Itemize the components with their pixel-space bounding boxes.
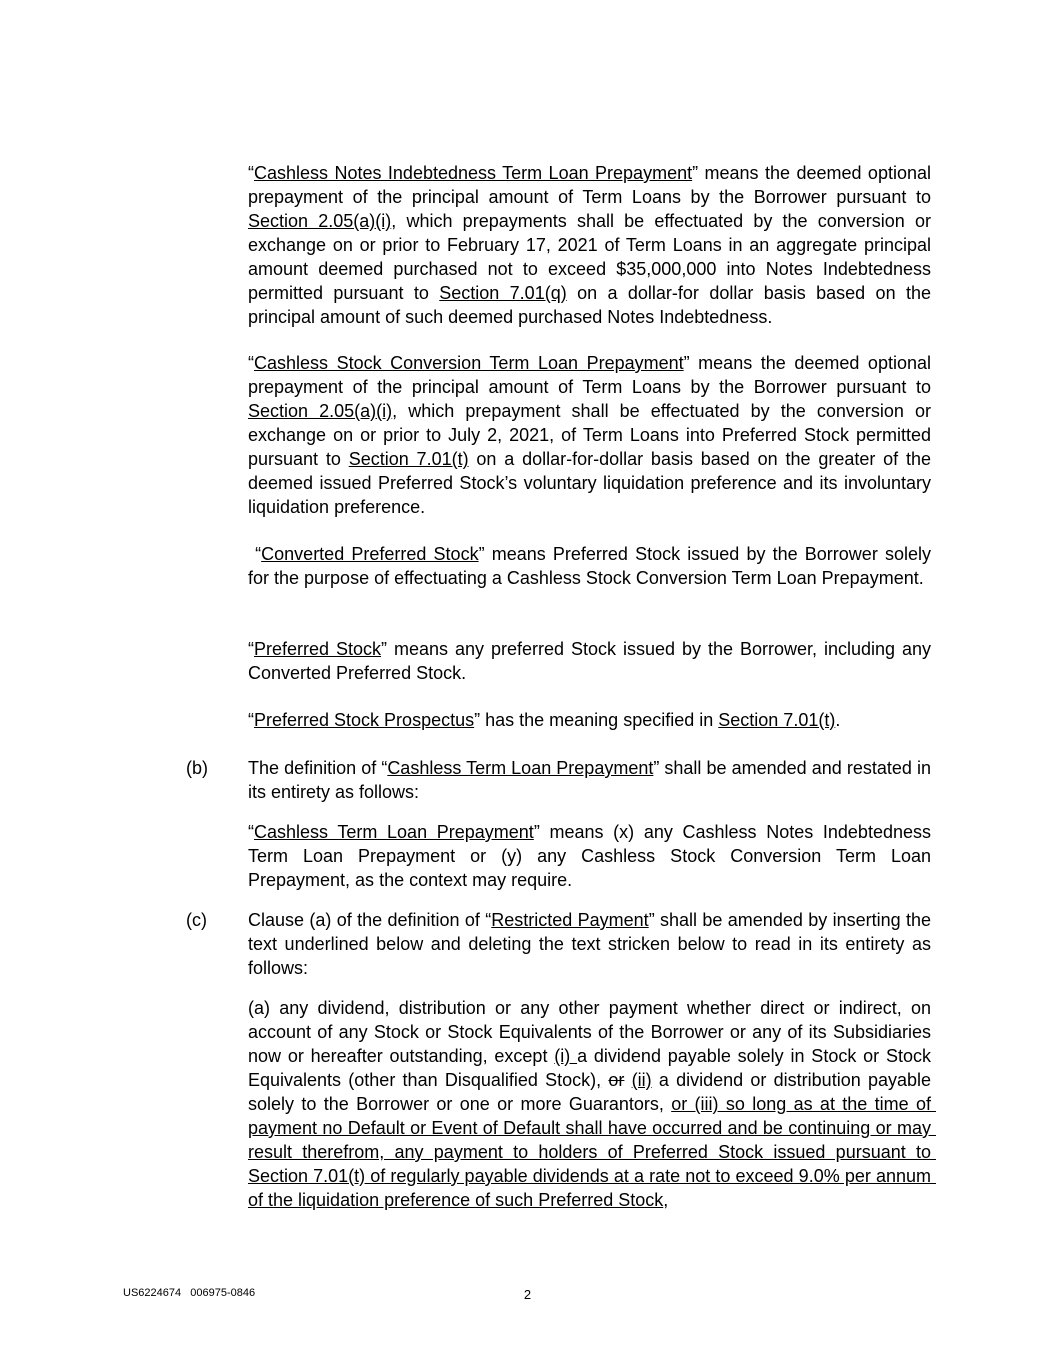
definition-preferred-stock: “Preferred Stock” means any preferred Stock issued by the Borrower, including any Converted Preferred Stock. xyxy=(248,639,931,683)
section-reference: Section 7.01(q) xyxy=(439,283,567,303)
deleted-text: or xyxy=(608,1070,625,1090)
defined-term: Cashless Notes Indebtedness Term Loan Prepayment xyxy=(254,163,693,183)
page-number: 2 xyxy=(523,1287,532,1302)
definition-cashless-notes: “Cashless Notes Indebtedness Term Loan Prepayment” means the deemed optional prepayment of the principal amount of Term Loans by the Borrower pursuant to Section 2.05(a)(i), which prepayments shall be effectuated by the conversion or exchange on or prior to February 17, 2021 of Term Loans in an aggregate principal amount deemed purchased not to exceed $35,000,000 into Notes Indebtedness permitted pursuant to Section 7.01(q) on a dollar-for dollar basis based on the principal amount of such deemed purchased Notes Indebtedness. xyxy=(248,163,932,327)
inserted-text: (i) xyxy=(554,1046,578,1066)
defined-term: Restricted Payment xyxy=(491,910,649,930)
item-b-marker: (b) xyxy=(186,758,208,778)
inserted-text: (ii) xyxy=(631,1070,652,1090)
section-reference: Section 2.05(a)(i) xyxy=(248,401,393,421)
section-reference: Section 2.05(a)(i) xyxy=(248,211,392,231)
defined-term: Preferred Stock xyxy=(254,639,382,659)
defined-term: Cashless Term Loan Prepayment xyxy=(254,822,534,842)
inserted-text: , xyxy=(596,1070,602,1090)
defined-term: Preferred Stock Prospectus xyxy=(254,710,475,730)
item-b-text: The definition of “Cashless Term Loan Prepayment” shall be amended and restated in its entirety as follows: xyxy=(248,758,931,802)
definition-cashless-stock: “Cashless Stock Conversion Term Loan Prepayment” means the deemed optional prepayment of the principal amount of Term Loans by the Borrower pursuant to Section 2.05(a)(i), which prepayment shall be effectuated by the conversion or exchange on or prior to July 2, 2021, of Term Loans into Preferred Stock permitted pursuant to Section 7.01(t) on a dollar-for-dollar basis based on the greater of the deemed issued Preferred Stock’s voluntary liquidation preference and its involuntary liquidation preference. xyxy=(248,353,932,517)
defined-term: Cashless Stock Conversion Term Loan Prepayment xyxy=(254,353,684,373)
item-c-text: Clause (a) of the definition of “Restricted Payment” shall be amended by inserting the text underlined below and deleting the text stricken below to read in its entirety as follows: xyxy=(248,910,931,978)
definition-converted-preferred: “Converted Preferred Stock” means Preferred Stock issued by the Borrower solely for the purpose of effectuating a Cashless Stock Conversion Term Loan Prepayment. xyxy=(248,544,937,588)
defined-term: Converted Preferred Stock xyxy=(261,544,479,564)
restricted-payment-clause: (a) any dividend, distribution or any other payment whether direct or indirect, on account of any Stock or Stock Equivalents of the Borrower or any of its Subsidiaries now or hereafter outstanding, except (i) a dividend payable solely in Stock or Stock Equivalents (other than Disqualified Stock), or (ii) a dividend or distribution payable solely to the Borrower or one or more Guarantors, or (iii) so long as at the time of payment no Default or Event of Default shall have occurred and be continuing or may result therefrom, any payment to holders of Preferred Stock issued pursuant to Section 7.01(t) of regularly payable dividends at a rate not to exceed 9.0% per annum of the liquidation preference of such Preferred Stock, xyxy=(248,998,937,1210)
footer-document-id: US6224674 006975-0846 xyxy=(123,1287,256,1299)
section-reference: Section 7.01(t) xyxy=(348,449,469,469)
section-reference: Section 7.01(t) xyxy=(718,710,836,730)
inserted-text: or (iii) so long as at the time of payment no Default or Event of Default shall have occurred and be continuing or may result therefrom, any payment to holders of Preferred Stock issued pursuant to Section 7.01(t) of regularly payable dividends at a rate not to exceed 9.0% per annum of the liquidation preference of such Preferred Stock xyxy=(248,1094,937,1210)
definition-cashless-term-loan: “Cashless Term Loan Prepayment” means (x) any Cashless Notes Indebtedness Term Loan Prepayment or (y) any Cashless Stock Conversion Term Loan Prepayment, as the context may require. xyxy=(248,822,931,890)
definition-preferred-prospectus: “Preferred Stock Prospectus” has the meaning specified in Section 7.01(t). xyxy=(248,710,841,730)
defined-term: Cashless Term Loan Prepayment xyxy=(387,758,654,778)
item-c-marker: (c) xyxy=(186,910,207,930)
